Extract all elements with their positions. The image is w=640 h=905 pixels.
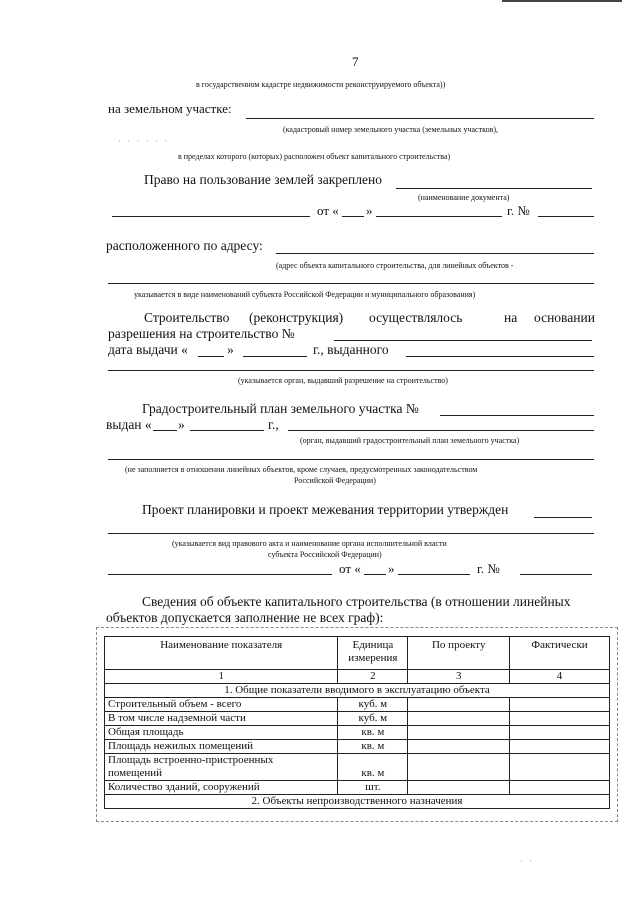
table-row	[105, 740, 610, 754]
address-field[interactable]	[276, 253, 594, 254]
col-number: 4	[510, 670, 610, 684]
land-right-hint: (наименование документа)	[418, 193, 510, 202]
table-section-row	[105, 795, 610, 809]
table-number-row	[105, 670, 610, 684]
territory-close-quote: »	[388, 561, 395, 576]
urban-plan-year: г.,	[268, 417, 279, 432]
built-in-line2: помещений	[108, 767, 163, 779]
row-project-cell[interactable]	[408, 754, 510, 781]
permit-issuer-field-2[interactable]	[108, 370, 594, 371]
address-field-2[interactable]	[108, 283, 594, 284]
territory-act-field-2[interactable]	[108, 533, 594, 534]
urban-plan-month-field[interactable]	[190, 430, 264, 431]
intro-fragment: в государственном кадастре недвижимости реконструируемого объекта))	[196, 80, 446, 89]
col-number: 1	[105, 670, 338, 684]
urban-plan-issuer-field[interactable]	[288, 430, 594, 431]
land-right-from: от «	[317, 203, 339, 218]
territory-month-field[interactable]	[398, 574, 470, 575]
row-unit: кв. м	[338, 726, 408, 740]
urban-plan-day-field[interactable]	[153, 430, 177, 431]
table-section-row	[105, 684, 610, 698]
built-in-line1: Площадь встроенно-пристроенных	[108, 754, 274, 766]
header-indicator: Наименование показателя	[105, 637, 338, 670]
land-plot-hint: (кадастровый номер земельного участка (земельных участков),	[283, 125, 499, 134]
urban-plan-number-field[interactable]	[440, 415, 594, 416]
page-number: 7	[352, 54, 359, 69]
row-project-cell[interactable]	[408, 698, 510, 712]
row-actual-cell[interactable]	[510, 712, 610, 726]
land-right-doc-field[interactable]	[396, 188, 592, 189]
address-hint: (адрес объекта капитального строительства, для линейных объектов -	[276, 261, 514, 270]
address-label: расположенного по адресу:	[106, 238, 263, 253]
row-actual-cell[interactable]	[510, 726, 610, 740]
territory-label: Проект планировки и проект межевания территории утвержден	[142, 502, 509, 517]
land-plot-label: на земельном участке:	[108, 101, 232, 116]
row-project-cell[interactable]	[408, 726, 510, 740]
row-unit: куб. м	[338, 698, 408, 712]
row-actual-cell[interactable]	[510, 698, 610, 712]
row-project-cell[interactable]	[408, 712, 510, 726]
construction-word-1: Строительство	[144, 310, 230, 325]
construction-word-5: основании	[534, 310, 595, 325]
row-unit: кв. м	[338, 754, 408, 781]
top-edge-mark	[502, 0, 622, 2]
urban-plan-note2: Российской Федерации)	[294, 476, 376, 485]
land-right-day-field[interactable]	[342, 216, 364, 217]
row-name: В том числе надземной части	[105, 712, 338, 726]
faint-dots: · ·	[520, 856, 535, 866]
address-hint2: указывается в виде наименований субъекта Российской Федерации и муниципального образования)	[134, 290, 476, 299]
row-actual-cell[interactable]	[510, 781, 610, 795]
construction-close-quote: »	[227, 342, 234, 357]
object-info-table	[104, 636, 610, 809]
section-title: 2. Объекты непроизводственного назначения	[105, 795, 610, 809]
land-right-label: Право на пользование землей закреплено	[144, 172, 382, 187]
urban-plan-issuer-field-2[interactable]	[108, 459, 594, 460]
land-right-close-quote: »	[366, 203, 373, 218]
permit-day-field[interactable]	[198, 356, 224, 357]
territory-pre-field[interactable]	[108, 574, 332, 575]
header-unit: Единица измерения	[338, 637, 408, 670]
row-name: Общая площадь	[105, 726, 338, 740]
info-heading-line2: объектов допускается заполнение не всех граф):	[106, 610, 384, 625]
row-project-cell[interactable]	[408, 781, 510, 795]
table-row	[105, 754, 610, 781]
row-unit: шт.	[338, 781, 408, 795]
construction-permit-label: разрешения на строительство №	[108, 326, 295, 341]
header-actual: Фактически	[510, 637, 610, 670]
construction-hint: (указывается орган, выдавший разрешение на строительство)	[238, 376, 448, 385]
urban-plan-label: Градостроительный план земельного участка №	[142, 401, 419, 416]
row-name-built-in	[105, 754, 338, 781]
table-row	[105, 726, 610, 740]
urban-plan-note: (не заполняется в отношении линейных объектов, кроме случаев, предусмотренных законодательством	[125, 465, 478, 474]
land-plot-hint2: в пределах которого (которых) расположен объект капитального строительства)	[178, 152, 451, 161]
construction-word-2: (реконструкция)	[249, 310, 344, 325]
territory-number-field[interactable]	[520, 574, 592, 575]
territory-hint2: субъекта Российской Федерации)	[268, 550, 382, 559]
construction-word-4: на	[504, 310, 518, 325]
permit-number-field[interactable]	[334, 340, 592, 341]
faint-dots: · · · · · ·	[118, 136, 170, 146]
table-row	[105, 712, 610, 726]
row-unit: куб. м	[338, 712, 408, 726]
territory-hint: (указывается вид правового акта и наименование органа исполнительной власти	[172, 539, 447, 548]
table-row	[105, 698, 610, 712]
land-right-pre-field[interactable]	[112, 216, 310, 217]
row-unit: кв. м	[338, 740, 408, 754]
permit-month-field[interactable]	[243, 356, 307, 357]
territory-day-field[interactable]	[364, 574, 386, 575]
territory-act-field[interactable]	[534, 517, 592, 518]
territory-year: г. №	[477, 561, 500, 576]
urban-plan-close-quote: »	[178, 417, 185, 432]
land-right-number-field[interactable]	[538, 216, 594, 217]
row-actual-cell[interactable]	[510, 740, 610, 754]
row-name: Количество зданий, сооружений	[105, 781, 338, 795]
table-header-row	[105, 637, 610, 670]
header-project: По проекту	[408, 637, 510, 670]
land-right-year-label: г. №	[507, 203, 530, 218]
info-heading-line1: Сведения об объекте капитального строительства (в отношении линейных	[142, 594, 571, 609]
construction-issue-date-label: дата выдачи «	[108, 342, 188, 357]
land-right-month-field[interactable]	[376, 216, 502, 217]
territory-from: от «	[339, 561, 361, 576]
construction-word-3: осуществлялось	[369, 310, 463, 325]
section-title: 1. Общие показатели вводимого в эксплуатацию объекта	[105, 684, 610, 698]
row-project-cell[interactable]	[408, 740, 510, 754]
table-row	[105, 781, 610, 795]
row-name: Площадь нежилых помещений	[105, 740, 338, 754]
col-number: 2	[338, 670, 408, 684]
row-actual-cell[interactable]	[510, 754, 610, 781]
urban-plan-issued: выдан «	[106, 417, 152, 432]
permit-issuer-field[interactable]	[406, 356, 594, 357]
col-number: 3	[408, 670, 510, 684]
construction-year-issued: г., выданного	[313, 342, 389, 357]
row-name: Строительный объем - всего	[105, 698, 338, 712]
urban-plan-hint: (орган, выдавший градостроительный план земельного участка)	[300, 436, 520, 445]
land-plot-field[interactable]	[246, 118, 594, 119]
